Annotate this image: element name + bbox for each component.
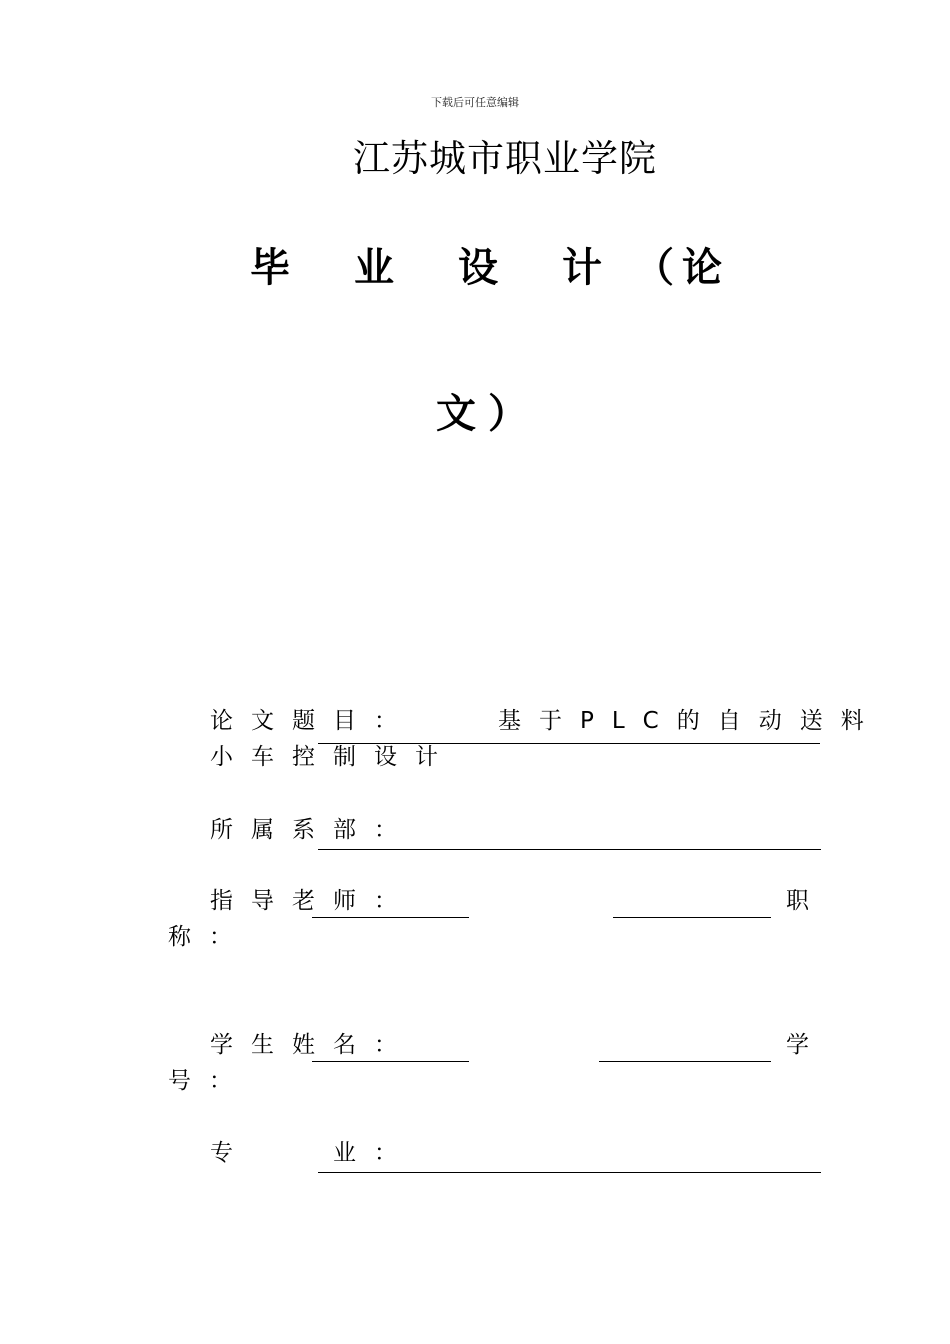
topic-value-line1: 基于PLC的自动送料 (498, 708, 882, 734)
title-char-4: 计 (562, 245, 602, 291)
title-char-8: ） (488, 391, 528, 437)
prof-title-underline (613, 917, 771, 918)
title-char-5: （ (634, 245, 674, 291)
student-id-label-part2: 号： (168, 1068, 250, 1094)
prof-title-label-part1: 职 (786, 888, 827, 914)
student-id-underline (599, 1061, 771, 1062)
prof-title-label-part2: 称： (168, 924, 250, 950)
header-note: 下载后可任意编辑 (431, 96, 519, 109)
advisor-underline (312, 917, 469, 918)
student-name-label: 学生姓名： (210, 1032, 415, 1058)
major-underline (318, 1172, 821, 1173)
title-char-7: 文 (436, 391, 476, 437)
department-label: 所属系部： (210, 817, 415, 843)
student-name-underline (312, 1061, 469, 1062)
title-char-2: 业 (354, 245, 394, 291)
major-label-part1: 专 (210, 1140, 251, 1166)
school-name: 江苏城市职业学院 (353, 137, 657, 180)
title-char-3: 设 (458, 245, 498, 291)
title-char-6: 论 (682, 245, 722, 291)
title-char-1: 毕 (250, 245, 290, 291)
topic-label: 论文题目： (210, 708, 415, 734)
topic-value-line2: 小车控制设计 (210, 744, 456, 770)
advisor-label: 指导老师： (210, 888, 415, 914)
student-id-label-part1: 学 (786, 1032, 827, 1058)
department-underline (318, 849, 821, 850)
major-label-part2: 业： (333, 1140, 415, 1166)
